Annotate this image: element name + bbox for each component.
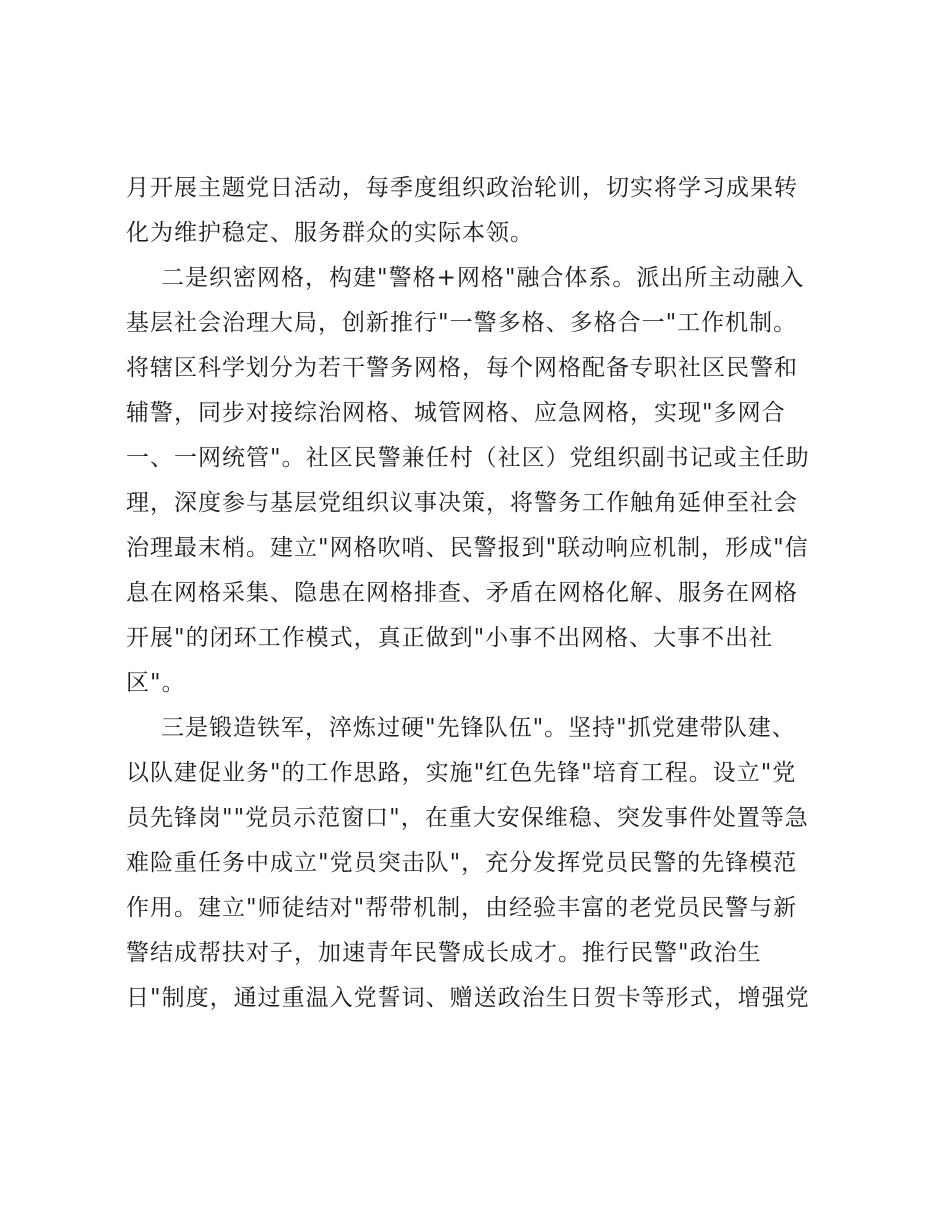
paragraph-start-line: 二是织密网格，构建"警格+网格"融合体系。派出所主动融入 [161,265,805,291]
text-line: 一、一网统管"。社区民警兼任村（社区）党组织副书记或主任助 [126,445,810,471]
text-line: 月开展主题党日活动，每季度组织政治轮训，切实将学习成果转 [126,175,798,201]
text-line: 作用。建立"师徒结对"帮带机制，由经验丰富的老党员民警与新 [126,895,798,921]
text-line: 理，深度参与基层党组织议事决策，将警务工作触角延伸至社会 [126,490,798,516]
text-line: 警结成帮扶对子，加速青年民警成长成才。推行民警"政治生 [126,940,762,966]
paragraph-start-line: 三是锻造铁军，淬炼过硬"先锋队伍"。坚持"抓党建带队建、 [161,715,796,741]
text-line: 以队建促业务"的工作思路，实施"红色先锋"培育工程。设立"党 [126,760,797,786]
document-body [126,166,846,1021]
text-line: 区"。 [126,670,186,696]
text-line: 辅警，同步对接综治网格、城管网格、应急网格，实现"多网合 [126,400,786,426]
text-line: 日"制度，通过重温入党誓词、赠送政治生日贺卡等形式，增强党 [126,985,810,1011]
text-line: 息在网格采集、隐患在网格排查、矛盾在网格化解、服务在网格 [126,580,798,606]
text-line: 员先锋岗""党员示范窗口"，在重大安保维稳、突发事件处置等急 [126,805,809,831]
text-line: 将辖区科学划分为若干警务网格，每个网格配备专职社区民警和 [126,355,798,381]
text-line: 基层社会治理大局，创新推行"一警多格、多格合一"工作机制。 [126,310,798,336]
text-line: 开展"的闭环工作模式，真正做到"小事不出网格、大事不出社 [126,625,774,651]
text-line: 治理最末梢。建立"网格吹哨、民警报到"联动响应机制，形成"信 [126,535,809,561]
text-line: 难险重任务中成立"党员突击队"，充分发挥党员民警的先锋模范 [126,850,798,876]
text-line: 化为维护稳定、服务群众的实际本领。 [126,220,534,246]
